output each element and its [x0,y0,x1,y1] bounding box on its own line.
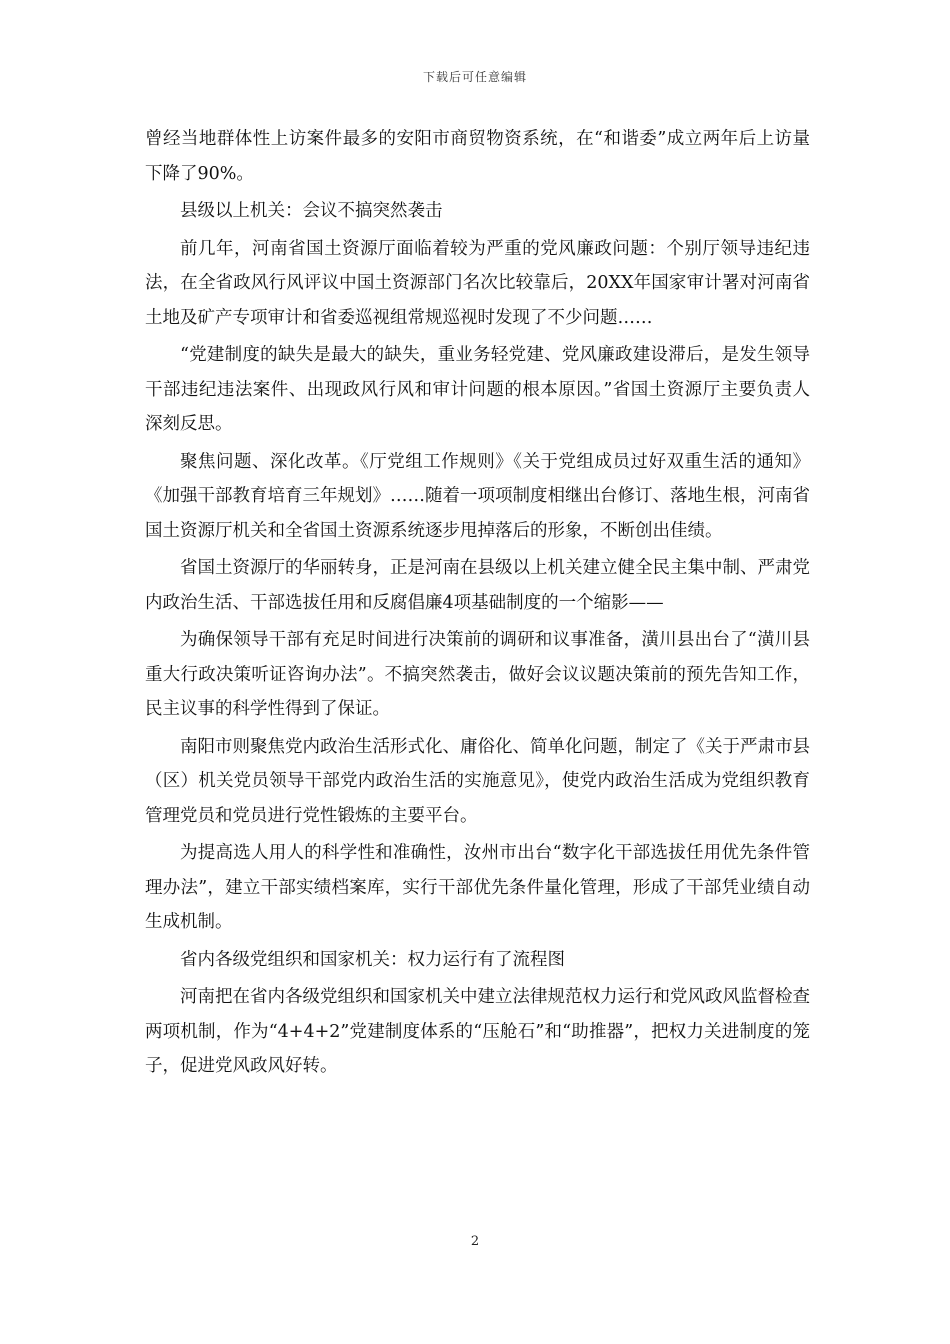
page-header: 下载后可任意编辑 [422,70,527,84]
paragraph: 曾经当地群体性上访案件最多的安阳市商贸物资系统，在“和谐委”成立两年后上访量下降了90%。 [145,129,810,184]
paragraph: “党建制度的缺失是最大的缺失，重业务轻党建、党风廉政建设滞后，是发生领导干部违纪违法案件、出现政风行风和审计问题的根本原因。”省国土资源厅主要负责人深刻反思。 [145,345,810,434]
paragraph: 河南把在省内各级党组织和国家机关中建立法律规范权力运行和党风政风监督检查两项机制，作为“4+4+2”党建制度体系的“压舱石”和“助推器”，把权力关进制度的笼子，促进党风政风好转。 [145,987,810,1076]
section-heading: 县级以上机关：会议不搞突然袭击 [180,201,443,221]
paragraph: 聚焦问题、深化改革。《厅党组工作规则》《关于党组成员过好双重生活的通知》《加强干部教育培育三年规划》……随着一项项制度相继出台修订、落地生根，河南省国土资源厅机关和全省国土资源系统逐步甩掉落后的形象，不断创出佳绩。 [145,451,810,541]
paragraph: 省国土资源厅的华丽转身，正是河南在县级以上机关建立健全民主集中制、严肃党内政治生活、干部选拔任用和反腐倡廉4项基础制度的一个缩影—— [145,558,810,613]
paragraph: 前几年，河南省国土资源厅面临着较为严重的党风廉政问题：个别厅领导违纪违法，在全省政风行风评议中国土资源部门名次比较靠后，20XX年国家审计署对河南省土地及矿产专项审计和省委巡视组常规巡视时发现了不少问题…… [145,238,810,328]
document-body [145,122,810,1087]
section-heading: 省内各级党组织和国家机关：权力运行有了流程图 [180,949,565,970]
page-number: 2 [470,1234,480,1249]
paragraph: 为确保领导干部有充足时间进行决策前的调研和议事准备，潢川县出台了“潢川县重大行政决策听证咨询办法”。不搞突然袭击，做好会议议题决策前的预先告知工作，民主议事的科学性得到了保证。 [145,630,810,719]
paragraph: 南阳市则聚焦党内政治生活形式化、庸俗化、简单化问题，制定了《关于严肃市县（区）机关党员领导干部党内政治生活的实施意见》，使党内政治生活成为党组织教育管理党员和党员进行党性锻炼的主要平台。 [145,736,810,826]
paragraph: 为提高选人用人的科学性和准确性，汝州市出台“数字化干部选拔任用优先条件管理办法”，建立干部实绩档案库，实行干部优先条件量化管理，形成了干部凭业绩自动生成机制。 [145,843,810,932]
